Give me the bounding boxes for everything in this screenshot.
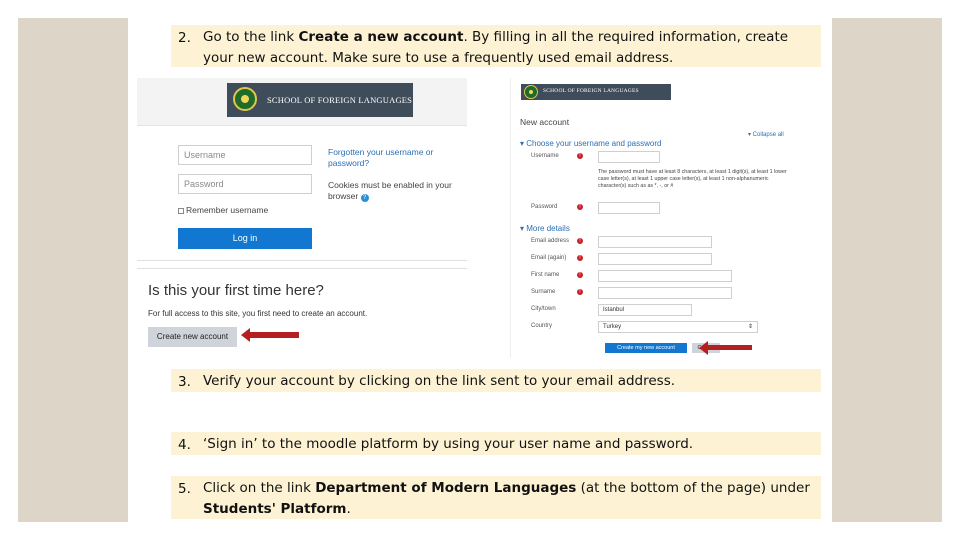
step-2 (171, 25, 821, 67)
login-screenshot (137, 78, 467, 355)
surname-label: Surname (531, 289, 556, 295)
step-number: 3. (178, 374, 191, 390)
username-label: Username (531, 153, 559, 159)
step-text: ‘Sign in’ to the moodle platform by using your user name and password. (203, 436, 694, 452)
seal-icon (233, 87, 257, 111)
first-name-input[interactable] (598, 270, 732, 282)
step-text: Go to the link (203, 29, 299, 45)
password-rule: The password must have at least 8 characters, at least 1 digit(s), at least 1 lower case letter(s), at least 1 upper case letter(s), at least 1 non-alphanumeric character(s) such as as *, -, or # (598, 169, 787, 189)
school-logo (521, 84, 671, 100)
checkbox-icon[interactable] (178, 208, 184, 214)
remember-label: Remember username (186, 205, 269, 215)
email-label: Email address (531, 238, 570, 244)
first-time-heading: Is this your first time here? (148, 282, 324, 299)
remember-username[interactable] (178, 205, 268, 216)
step-text: . (346, 501, 351, 517)
country-label: Country (531, 323, 553, 329)
help-icon[interactable]: ? (361, 194, 369, 202)
section-more-details[interactable]: ▾ More details (520, 224, 570, 233)
country-select[interactable] (598, 321, 758, 333)
email-input[interactable] (598, 236, 712, 248)
seal-icon (524, 85, 538, 99)
required-icon: ! (577, 289, 583, 295)
step-text: (at the bottom of the page) under (576, 480, 810, 496)
password-label: Password (531, 204, 558, 210)
required-icon: ! (577, 153, 583, 159)
signup-screenshot (510, 78, 800, 358)
school-logo (227, 83, 413, 117)
step-number: 4. (178, 437, 191, 453)
password-input[interactable]: Password (178, 174, 312, 194)
required-icon: ! (577, 238, 583, 244)
red-arrow-icon (249, 332, 299, 338)
divider (137, 260, 467, 261)
surname-input[interactable] (598, 287, 732, 299)
right-side-panel (832, 18, 942, 522)
cookies-note-text: Cookies must be enabled in your browser (328, 180, 452, 201)
divider (137, 268, 467, 269)
required-icon: ! (577, 204, 583, 210)
red-arrow-icon (707, 345, 752, 350)
country-value: Turkey (603, 324, 622, 330)
step-4 (171, 432, 821, 455)
step-text: Click on the link (203, 480, 316, 496)
required-icon: ! (577, 255, 583, 261)
step-3 (171, 369, 821, 392)
create-my-new-account-button[interactable]: Create my new account (605, 343, 687, 353)
section-username-password[interactable]: ▾ Choose your username and password (520, 139, 662, 148)
email-again-input[interactable] (598, 253, 712, 265)
first-name-label: First name (531, 272, 560, 278)
left-side-panel (18, 18, 128, 522)
password-input[interactable] (598, 202, 660, 214)
step-number: 2. (178, 30, 191, 46)
step-5 (171, 476, 821, 519)
logo-text: SCHOOL OF FOREIGN LANGUAGES (543, 88, 639, 94)
first-time-text: For full access to this site, you first need to create an account. (148, 309, 368, 318)
required-icon: ! (577, 272, 583, 278)
students-platform-text: Students' Platform (203, 501, 347, 517)
collapse-all-link[interactable]: ▾ Collapse all (748, 132, 784, 138)
select-arrows-icon: ⇕ (747, 324, 753, 330)
logo-text: SCHOOL OF FOREIGN LANGUAGES (267, 95, 413, 105)
username-input[interactable] (598, 151, 660, 163)
cookies-note (328, 180, 456, 202)
login-button[interactable]: Log in (178, 228, 312, 249)
modern-languages-link-text: Department of Modern Languages (315, 480, 577, 496)
login-banner (137, 78, 467, 126)
forgot-password-link[interactable]: Forgotten your username or password? (328, 147, 434, 168)
page-title: New account (520, 117, 570, 127)
email-again-label: Email (again) (531, 255, 567, 261)
create-account-link-text: Create a new account (298, 29, 464, 45)
city-label: City/town (531, 306, 556, 312)
step-number: 5. (178, 481, 191, 497)
username-input[interactable]: Username (178, 145, 312, 165)
step-text: Verify your account by clicking on the link sent to your email address. (203, 373, 676, 389)
step-text: . By filling in all the required information, create your new account. Make sure to use a frequently used email address. (203, 29, 789, 66)
city-input[interactable]: Istanbul (598, 304, 692, 316)
create-new-account-button[interactable]: Create new account (148, 327, 237, 347)
